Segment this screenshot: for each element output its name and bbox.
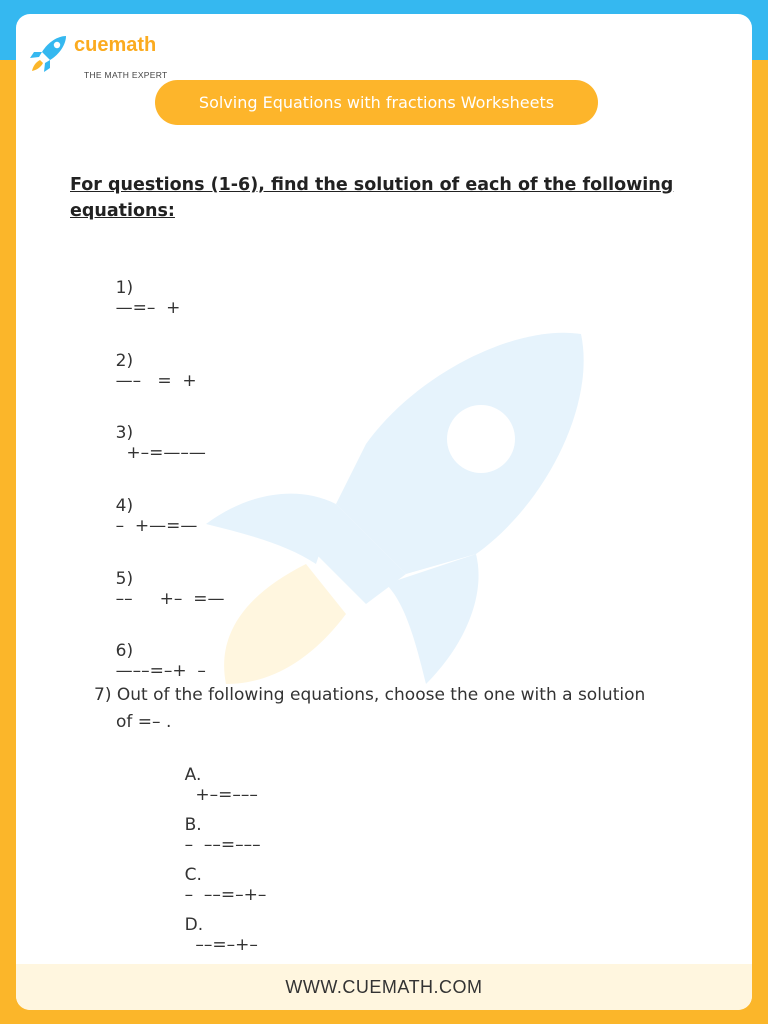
question-number: 3) xyxy=(115,423,134,443)
instructions-heading: For questions (1-6), find the solution of each of the following equations: xyxy=(70,175,674,221)
question-equation: —=– + xyxy=(115,298,181,318)
rocket-logo-icon xyxy=(26,30,70,74)
brand-wordmark xyxy=(74,34,156,57)
question-equation: —– = + xyxy=(115,371,197,391)
question-number: 6) xyxy=(115,641,134,661)
option-equation: ––=–+– xyxy=(184,935,258,955)
question-number: 5) xyxy=(115,569,134,589)
question-7-line1: 7) Out of the following equations, choose the one with a solution xyxy=(94,685,646,705)
option-label: C. xyxy=(184,865,202,885)
question-4 xyxy=(94,476,197,556)
question-equation: –– +– =— xyxy=(115,589,225,609)
question-3 xyxy=(94,403,206,483)
question-7 xyxy=(94,682,694,736)
option-label: D. xyxy=(184,915,204,935)
option-label: A. xyxy=(184,765,202,785)
question-2 xyxy=(94,331,197,411)
question-number: 2) xyxy=(115,351,134,371)
question-equation: – +—=— xyxy=(115,516,198,536)
question-number: 4) xyxy=(115,496,134,516)
brand-tagline: THE MATH EXPERT xyxy=(84,70,168,80)
question-equation: —––=–+ – xyxy=(115,661,206,681)
brand-name-part2: math xyxy=(108,34,157,56)
option-d xyxy=(163,895,258,975)
brand-name-part1: cue xyxy=(74,34,109,56)
cuemath-logo xyxy=(26,28,186,78)
question-number: 1) xyxy=(115,278,134,298)
option-label: B. xyxy=(184,815,202,835)
question-5 xyxy=(94,549,224,629)
option-equation: +–=––– xyxy=(184,785,258,805)
worksheet-title: Solving Equations with fractions Worksheets xyxy=(155,80,598,125)
question-1 xyxy=(94,258,180,338)
option-equation: – ––=–+– xyxy=(184,885,267,905)
question-equation: +–=—–— xyxy=(115,443,206,463)
question-7-line2: of =– . xyxy=(116,712,172,732)
rocket-watermark-icon xyxy=(186,314,606,714)
footer-url: WWW.CUEMATH.COM xyxy=(285,977,483,997)
option-equation: – ––=––– xyxy=(184,835,261,855)
worksheet-page xyxy=(16,14,752,1010)
